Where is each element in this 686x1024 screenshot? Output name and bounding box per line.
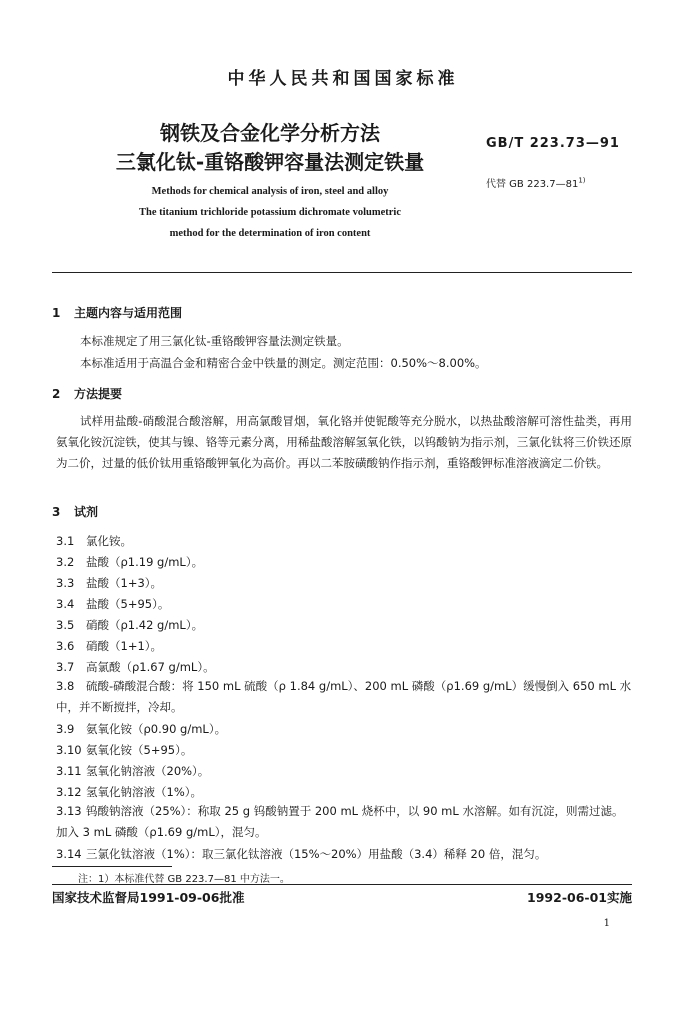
section-2-heading xyxy=(52,385,122,402)
english-title-line2: The titanium trichloride potassium dichromate volumetric xyxy=(139,207,401,218)
header-divider xyxy=(52,272,632,273)
reagent-item xyxy=(56,784,202,800)
replaces-text: 代替 GB 223.7—81 xyxy=(486,179,579,190)
document-title-line1: 钢铁及合金化学分析方法 xyxy=(160,121,380,145)
reagent-item xyxy=(56,846,632,862)
english-title-line1: Methods for chemical analysis of iron, steel and alloy xyxy=(151,186,389,197)
item-text: 氨氧化铵（ρ0.90 g/mL）。 xyxy=(86,722,227,736)
item-number: 3.9 xyxy=(56,722,75,736)
reagent-item xyxy=(56,575,162,591)
replaces-footnote-mark: 1) xyxy=(578,176,586,185)
item-text: 盐酸（5+95）。 xyxy=(86,597,170,611)
item-text: 高氯酸（ρ1.67 g/mL）。 xyxy=(86,660,215,674)
section-title: 试剂 xyxy=(74,505,99,519)
reagent-item xyxy=(56,533,132,549)
item-number: 3.14 xyxy=(56,847,82,861)
item-text: 氢氧化钠溶液（1%）。 xyxy=(86,785,202,799)
item-number: 3.2 xyxy=(56,555,75,569)
reagent-item xyxy=(56,638,162,654)
item-number: 3.7 xyxy=(56,660,75,674)
reagent-item xyxy=(56,742,192,758)
reagent-item xyxy=(56,554,203,570)
section-1-heading xyxy=(52,304,182,321)
page-number: 1 xyxy=(603,918,610,929)
english-title-line3: method for the determination of iron content xyxy=(169,228,371,239)
reagent-item xyxy=(56,676,632,718)
reagent-item xyxy=(56,617,203,633)
section-1-line1: 本标准规定了用三氯化钛-重铬酸钾容量法测定铁量。 xyxy=(80,334,349,348)
item-number: 3.1 xyxy=(56,534,75,548)
section-3-heading xyxy=(52,503,98,520)
item-number: 3.4 xyxy=(56,597,75,611)
reagent-item xyxy=(56,763,209,779)
item-text: 钨酸钠溶液（25%）：称取 25 g 钨酸钠置于 200 mL 烧杯中，以 90 mL 水溶解。如有沉淀，则需过滤。加入 3 mL 磷酸（ρ1.69 g/mL），混匀。 xyxy=(56,804,624,839)
item-text: 盐酸（1+3）。 xyxy=(86,576,163,590)
item-number: 3.8 xyxy=(56,679,75,693)
item-number: 3.5 xyxy=(56,618,75,632)
item-number: 3.3 xyxy=(56,576,75,590)
item-text: 硫酸-磷酸混合酸：将 150 mL 硫酸（ρ 1.84 g/mL）、200 mL 磷酸（ρ1.69 g/mL）缓慢倒入 650 mL 水中，并不断搅拌，冷却。 xyxy=(56,679,632,714)
item-number: 3.13 xyxy=(56,804,82,818)
section-number: 2 xyxy=(52,387,61,401)
footnote: 注：1）本标准代替 GB 223.7—81 中方法一。 xyxy=(78,874,290,885)
item-number: 3.10 xyxy=(56,743,82,757)
footer-divider xyxy=(52,884,632,885)
item-text: 三氯化钛溶液（1%）：取三氯化钛溶液（15%～20%）用盐酸（3.4）稀释 20 倍，混匀。 xyxy=(86,847,547,861)
item-text: 硝酸（1+1）。 xyxy=(86,639,163,653)
item-text: 氯化铵。 xyxy=(86,534,132,548)
item-text: 硝酸（ρ1.42 g/mL）。 xyxy=(86,618,204,632)
implementation-date: 1992-06-01实施 xyxy=(527,890,632,905)
item-text: 氢氧化钠溶液（20%）。 xyxy=(86,764,210,778)
document-title-line2: 三氯化钛-重铬酸钾容量法测定铁量 xyxy=(115,150,425,174)
section-title: 主题内容与适用范围 xyxy=(74,306,183,320)
item-text: 盐酸（ρ1.19 g/mL）。 xyxy=(86,555,204,569)
approval-date: 国家技术监督局1991-09-06批准 xyxy=(52,890,245,905)
section-title: 方法提要 xyxy=(74,387,123,401)
reagent-item xyxy=(56,659,215,675)
section-number: 1 xyxy=(52,306,61,320)
section-number: 3 xyxy=(52,505,61,519)
reagent-item xyxy=(56,721,226,737)
reagent-item xyxy=(56,596,169,612)
national-standard-header: 中华人民共和国国家标准 xyxy=(227,69,459,89)
item-number: 3.11 xyxy=(56,764,82,778)
item-number: 3.6 xyxy=(56,639,75,653)
footnote-divider xyxy=(52,866,172,867)
reagent-item xyxy=(56,801,632,843)
section-1-line2: 本标准适用于高温合金和精密合金中铁量的测定。测定范围：0.50%～8.00%。 xyxy=(80,356,487,370)
section-2-paragraph: 试样用盐酸-硝酸混合酸溶解，用高氯酸冒烟，氧化铬并使铌酸等充分脱水，以热盐酸溶解可溶性盐类，再用氨氧化铵沉淀铁，使其与镍、铬等元素分离，用稀盐酸溶解氢氧化铁，以钨酸钠为指示剂，三氯化钛将三价铁还原为二价，过量的低价钛用重铬酸钾氧化为高价。再以二苯胺磺酸钠作指示剂，重铬酸钾标准溶液滴定二价铁。 xyxy=(56,414,632,470)
standard-number: GB/T 223.73—91 xyxy=(486,136,620,151)
item-text: 氨氧化铵（5+95）。 xyxy=(86,743,193,757)
item-number: 3.12 xyxy=(56,785,82,799)
